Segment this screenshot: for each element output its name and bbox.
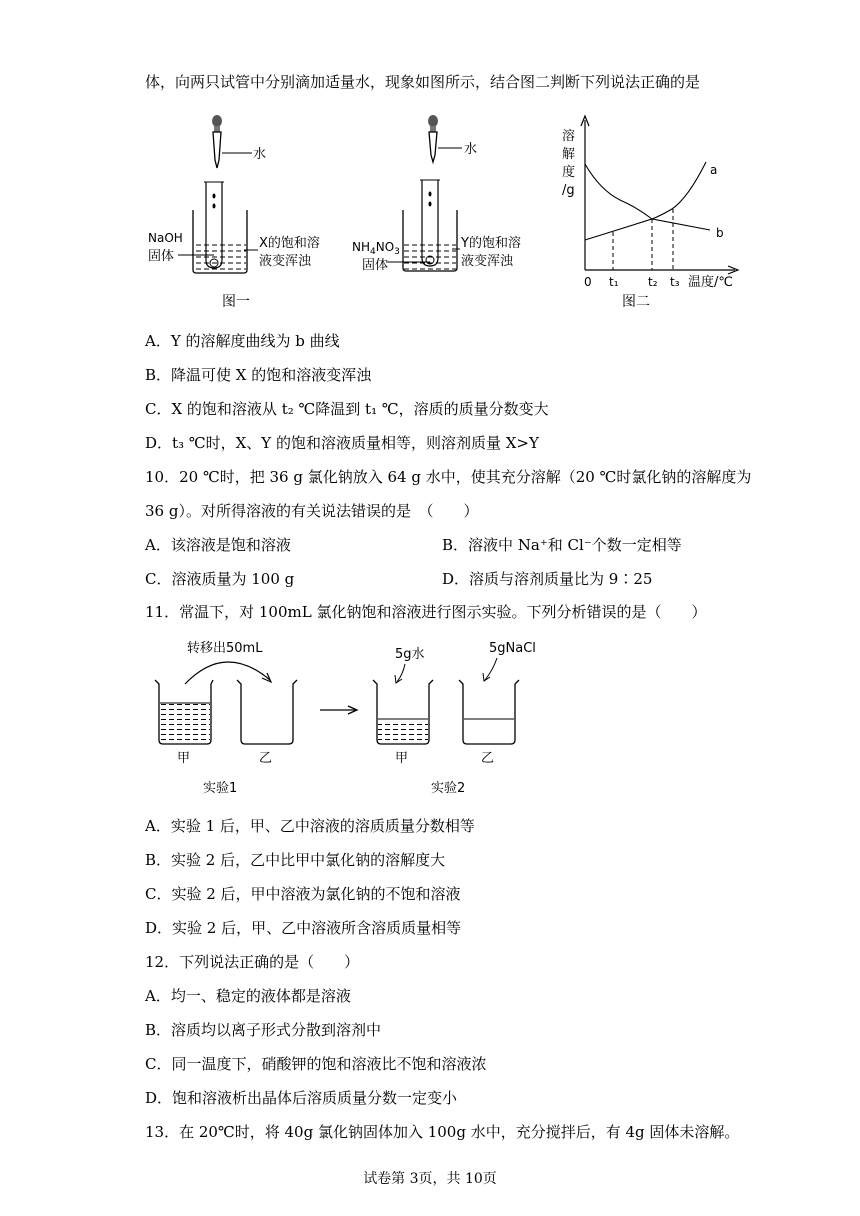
naoh-solid-label: 固体 bbox=[148, 249, 175, 264]
exp2-jia: 甲 bbox=[395, 751, 409, 766]
figure-2-solubility-chart bbox=[560, 110, 760, 310]
t3-label: t₃ bbox=[670, 275, 680, 289]
exp2-label: 实验2 bbox=[431, 781, 466, 796]
exp2-yi: 乙 bbox=[481, 751, 495, 766]
t2-label: t₂ bbox=[648, 275, 658, 289]
water-label-2: 水 bbox=[464, 142, 478, 157]
xlabel: 温度/℃ bbox=[688, 275, 733, 290]
intro-line: 体，向两只试管中分别滴加适量水，现象如图所示，结合图二判断下列说法正确的是 bbox=[145, 73, 701, 91]
ylabel-char-3: 度 bbox=[562, 165, 576, 180]
origin-label: 0 bbox=[584, 275, 592, 289]
curve-b bbox=[585, 219, 710, 240]
q10-stem-1: 10．20 ℃时，把 36 g 氯化钠放入 64 g 水中，使其充分溶解（20 ℃时氯化钠的溶解度为 bbox=[145, 468, 752, 486]
nh4no3-solid-label: 固体 bbox=[362, 258, 389, 273]
q10-option-b: B．溶液中 Na⁺和 Cl⁻个数一定相等 bbox=[442, 536, 682, 554]
x-label-2: 液变浑浊 bbox=[259, 254, 312, 269]
page-footer: 试卷第 3页，共 10页 bbox=[363, 1171, 497, 1187]
q9-option-c: C．X 的饱和溶液从 t₂ ℃降温到 t₁ ℃，溶质的质量分数变大 bbox=[145, 400, 549, 418]
naoh-label: NaOH bbox=[148, 231, 183, 245]
nacl5-label: 5gNaCl bbox=[489, 641, 536, 656]
figure-1 bbox=[140, 110, 560, 310]
q11-option-c: C．实验 2 后，甲中溶液为氯化钠的不饱和溶液 bbox=[145, 885, 461, 903]
q11-option-d: D．实验 2 后，甲、乙中溶液所含溶质质量相等 bbox=[145, 919, 462, 937]
q12-stem: 12．下列说法正确的是（ ） bbox=[145, 953, 360, 971]
q9-option-a: A．Y 的溶解度曲线为 b 曲线 bbox=[145, 332, 340, 350]
exp1-jia: 甲 bbox=[177, 751, 191, 766]
q11-option-a: A．实验 1 后，甲、乙中溶液的溶质质量分数相等 bbox=[145, 817, 475, 835]
q9-option-d: D．t₃ ℃时，X、Y 的饱和溶液质量相等，则溶剂质量 X>Y bbox=[145, 434, 539, 452]
y-label-2: 液变浑浊 bbox=[461, 254, 514, 269]
ylabel-char-2: 解 bbox=[562, 147, 576, 162]
ylabel-char-1: 溶 bbox=[562, 129, 576, 144]
y-label-1: Y的饱和溶 bbox=[461, 236, 521, 251]
x-label-1: X的饱和溶 bbox=[259, 236, 320, 251]
t1-label: t₁ bbox=[609, 275, 619, 289]
figure-1-caption: 图一 bbox=[222, 294, 250, 310]
q10-option-d: D．溶质与溶剂质量比为 9∶25 bbox=[442, 570, 653, 588]
q11-option-b: B．实验 2 后，乙中比甲中氯化钠的溶解度大 bbox=[145, 851, 446, 869]
q11-stem: 11．常温下，对 100mL 氯化钠饱和溶液进行图示实验。下列分析错误的是（ ） bbox=[145, 603, 707, 621]
transfer-label: 转移出50mL bbox=[187, 641, 263, 656]
figure-2-caption: 图二 bbox=[622, 294, 650, 310]
nh4no3-label: $NH_4NO_3$ bbox=[352, 240, 400, 257]
q13-stem: 13．在 20℃时，将 40g 氯化钠固体加入 100g 水中，充分搅拌后，有 4g 固体未溶解。 bbox=[145, 1123, 740, 1141]
curve-a-label: a bbox=[710, 163, 718, 177]
curve-a bbox=[585, 162, 706, 219]
q12-option-c: C．同一温度下，硝酸钾的饱和溶液比不饱和溶液浓 bbox=[145, 1055, 487, 1073]
ylabel-unit: /g bbox=[562, 183, 575, 198]
q9-option-b: B．降温可使 X 的饱和溶液变浑浊 bbox=[145, 366, 372, 384]
q10-stem-2: 36 g）。对所得溶液的有关说法错误的是 （ ） bbox=[145, 502, 479, 520]
q11-figure bbox=[145, 632, 565, 807]
right-apparatus bbox=[352, 115, 521, 273]
q12-option-b: B．溶质均以离子形式分散到溶剂中 bbox=[145, 1021, 382, 1039]
q12-option-a: A．均一、稳定的液体都是溶液 bbox=[145, 987, 351, 1005]
water5-label: 5g水 bbox=[395, 647, 425, 662]
exp1-label: 实验1 bbox=[203, 781, 238, 796]
left-apparatus bbox=[148, 115, 320, 310]
q10-option-a: A．该溶液是饱和溶液 bbox=[145, 536, 291, 554]
curve-b-label: b bbox=[716, 226, 724, 240]
water-label-1: 水 bbox=[253, 147, 267, 162]
q12-option-d: D．饱和溶液析出晶体后溶质质量分数一定变小 bbox=[145, 1089, 458, 1107]
q10-option-c: C．溶液质量为 100 g bbox=[145, 570, 295, 588]
exp1-yi: 乙 bbox=[259, 751, 273, 766]
